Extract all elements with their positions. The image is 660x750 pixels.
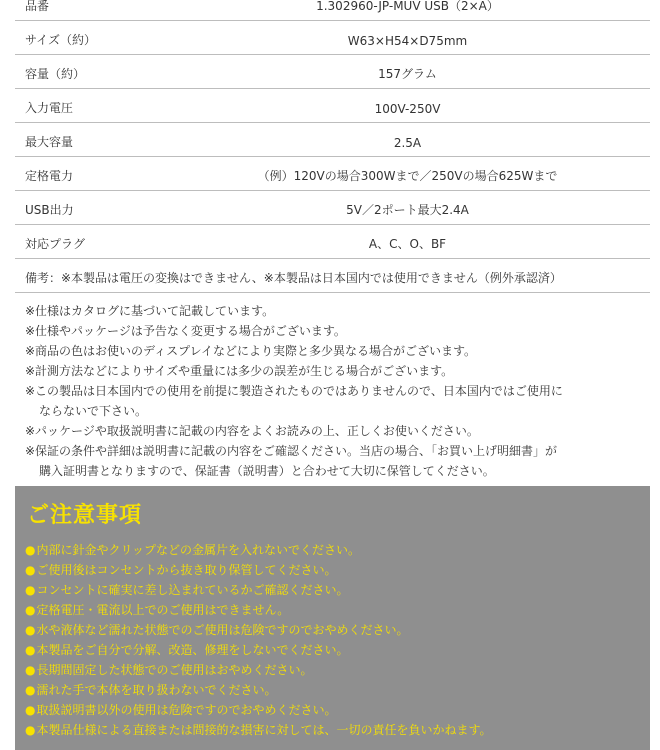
note-line: ※計測方法などによりサイズや重量には多少の誤差が生じる場合がございます。 [25,364,454,378]
spec-table [15,0,650,293]
caution-item [25,700,640,720]
spec-label: 容量（約） [25,67,86,81]
caution-item [25,600,640,620]
caution-item-text: コンセントに確実に差し込まれているかご確認ください。 [36,583,349,597]
caution-item [25,540,640,560]
caution-panel [15,486,650,750]
caution-item [25,720,640,740]
notes-list [25,301,650,481]
bullet-icon: ● [25,543,36,557]
note-line: ※この製品は日本国内での使用を前提に製造されたものではありませんので、日本国内ではご使用に [25,384,563,398]
note-line: 購入証明書となりますので、保証書（説明書）と合わせて大切に保管してください。 [39,464,495,478]
spec-row-usb-output [15,191,650,225]
note-line: ※仕様やパッケージは予告なく変更する場合がございます。 [25,324,346,338]
spec-row-max-capacity [15,123,650,157]
remark-text: 備考：※本製品は電圧の変換はできません、※本製品は日本国内では使用できません（例外承認済） [25,271,562,285]
bullet-icon: ● [25,723,36,737]
spec-row-product-number [15,0,650,21]
spec-value: 2.5A [393,136,422,150]
spec-label: 定格電力 [25,169,74,183]
caution-item [25,680,640,700]
spec-value: W63×H54×D75mm [347,34,468,48]
caution-item [25,620,640,640]
spec-row-weight [15,55,650,89]
spec-label: 入力電圧 [25,101,74,115]
caution-item [25,560,640,580]
note-line: ※商品の色はお使いのディスプレイなどにより実際と多少異なる場合がございます。 [25,344,477,358]
spec-row-size [15,21,650,55]
spec-row-rated-power [15,157,650,191]
spec-row-plug-types [15,225,650,259]
caution-item [25,640,640,660]
spec-label: 品番 [25,0,50,13]
caution-item-text: 定格電圧・電流以上でのご使用はできません。 [36,603,290,617]
bullet-icon: ● [25,643,36,657]
caution-item-text: 濡れた手で本体を取り扱わないでください。 [36,683,277,697]
spec-value: 157グラム [378,67,437,81]
caution-item [25,660,640,680]
caution-list [25,540,640,740]
bullet-icon: ● [25,603,36,617]
spec-row-remark [15,259,650,293]
spec-value: 100V-250V [374,102,441,116]
bullet-icon: ● [25,623,36,637]
note-line: ならないで下さい。 [39,404,148,418]
spec-row-input-voltage [15,89,650,123]
caution-item-text: 本製品仕様による直接または間接的な損害に対しては、一切の責任を負いかねます。 [36,723,492,737]
caution-item-text: 内部に針金やクリップなどの金属片を入れないでください。 [36,543,361,557]
bullet-icon: ● [25,583,36,597]
caution-item-text: 取扱説明書以外の使用は危険ですのでおやめください。 [36,703,337,717]
spec-value: （例）120Vの場合300Wまで／250Vの場合625Wまで [257,169,558,183]
note-line: ※保証の条件や詳細は説明書に記載の内容をご確認ください。当店の場合、「お買い上げ明細書」が [25,444,558,458]
note-line: ※パッケージや取扱説明書に記載の内容をよくお読みの上、正しくお使いください。 [25,424,479,438]
spec-label: USB出力 [25,203,74,217]
spec-value: A、C、O、BF [368,237,447,251]
caution-item-text: 本製品をご自分で分解、改造、修理をしないでください。 [36,643,349,657]
bullet-icon: ● [25,563,36,577]
caution-item [25,580,640,600]
bullet-icon: ● [25,703,36,717]
caution-title: ご注意事項 [27,503,143,528]
note-line: ※仕様はカタログに基づいて記載しています。 [25,304,275,318]
spec-label: 最大容量 [25,135,74,149]
bullet-icon: ● [25,683,36,697]
spec-label: サイズ（約） [25,33,97,47]
caution-item-text: ご使用後はコンセントから抜き取り保管してください。 [36,563,337,577]
spec-label: 対応プラグ [25,237,86,251]
caution-item-text: 長期間固定した状態でのご使用はおやめください。 [36,663,313,677]
spec-value: 5V／2ポート最大2.4A [346,203,469,217]
spec-value: 1.302960-JP-MUV USB（2×A） [316,0,499,13]
caution-item-text: 水や液体など濡れた状態でのご使用は危険ですのでおやめください。 [36,623,409,637]
bullet-icon: ● [25,663,36,677]
